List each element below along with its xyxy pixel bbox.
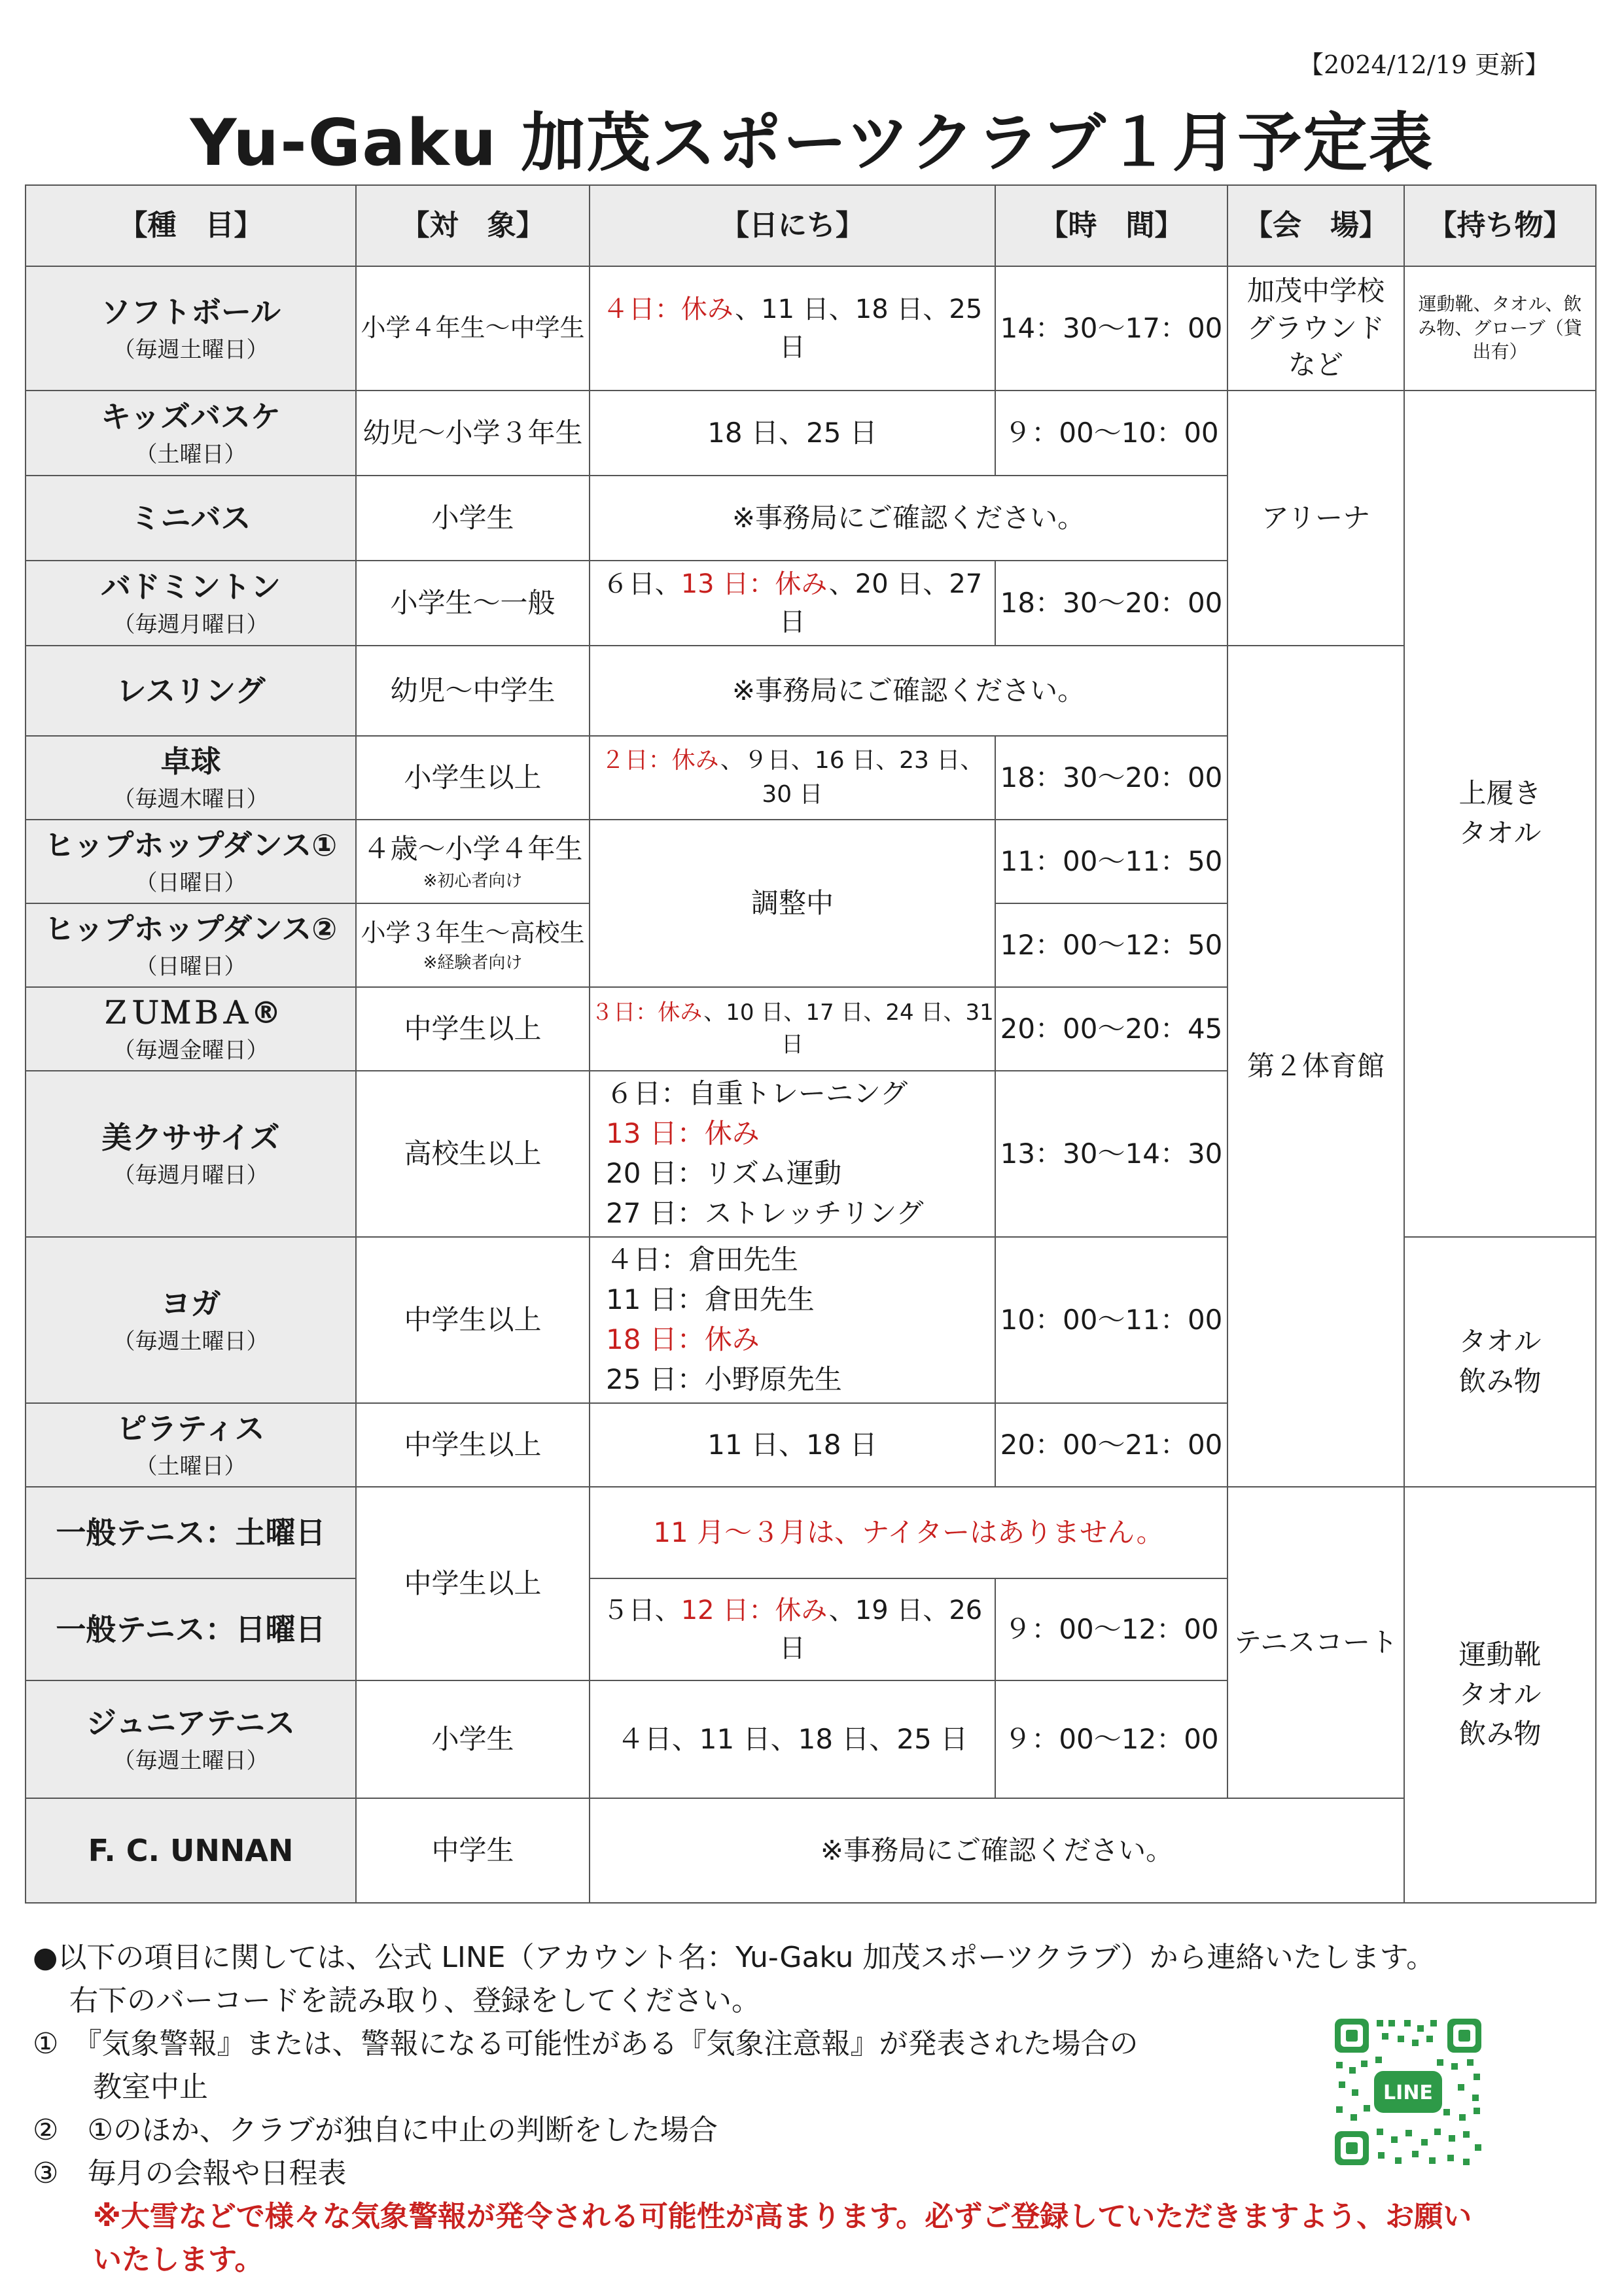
event-cell xyxy=(26,1071,356,1237)
event-cell xyxy=(26,1680,356,1798)
event-name: 美クササイズ xyxy=(101,1120,280,1155)
target-text: ４歳～小学４年生 xyxy=(362,832,583,865)
dates-cell xyxy=(590,1237,995,1403)
updated-date: 【2024/12/19 更新】 xyxy=(1299,50,1550,79)
dates-line: 20 日：リズム運動 xyxy=(606,1157,841,1189)
items-cell: タオル 飲み物 xyxy=(1404,1237,1596,1487)
target-cell: 中学生以上 xyxy=(356,1403,590,1487)
event-cell xyxy=(26,820,356,903)
event-cell xyxy=(26,561,356,646)
venue-cell: 加茂中学校グラウンドなど xyxy=(1227,266,1404,391)
notice-item-3: ③ 毎月の会報や日程表 xyxy=(33,2157,347,2190)
holiday-text: ４日：休み xyxy=(602,294,735,324)
event-name: 一般テニス：土曜日 xyxy=(56,1514,326,1550)
target-cell: 小学生 xyxy=(356,476,590,561)
target-cell xyxy=(356,820,590,903)
event-day: （日曜日） xyxy=(135,953,247,980)
holiday-text: 18 日：休み xyxy=(606,1323,760,1355)
header-dates: 【日にち】 xyxy=(590,185,995,266)
header-target: 【対 象】 xyxy=(356,185,590,266)
notice-instruction: 右下のバーコードを読み取り、登録をしてください。 xyxy=(69,1984,760,2017)
event-day: （毎週土曜日） xyxy=(113,1328,269,1355)
notice-item-1-cont: 教室中止 xyxy=(93,2070,208,2104)
dates-cell xyxy=(590,561,995,646)
items-cell: 運動靴、タオル、飲み物、グローブ（貸出有） xyxy=(1404,266,1596,391)
event-day: （毎週土曜日） xyxy=(113,1747,269,1774)
time-cell: 18：30～20：00 xyxy=(995,736,1227,820)
target-note: ※経験者向け xyxy=(423,952,523,973)
line-qr-code-icon[interactable] xyxy=(1332,2016,1484,2168)
target-note: ※初心者向け xyxy=(423,871,523,891)
dates-cell: ※事務局にご確認ください。 xyxy=(590,1798,1404,1903)
dates-line: ４日：倉田先生 xyxy=(606,1244,799,1276)
event-day: （土曜日） xyxy=(135,1453,247,1480)
dates-text: ５日、 xyxy=(602,1595,681,1626)
event-name: ヨガ xyxy=(160,1286,221,1321)
target-cell: 幼児～中学生 xyxy=(356,646,590,736)
dates-text: 、19 日、26 日 xyxy=(779,1595,983,1663)
event-cell xyxy=(26,646,356,736)
dates-text: 、20 日、27 日 xyxy=(779,569,983,637)
time-cell: 18：30～20：00 xyxy=(995,561,1227,646)
target-cell: 中学生以上 xyxy=(356,1237,590,1403)
dates-cell xyxy=(590,266,995,391)
header-row xyxy=(26,185,1596,266)
target-cell: 小学生～一般 xyxy=(356,561,590,646)
dates-cell xyxy=(590,1071,995,1237)
table-row xyxy=(26,266,1596,391)
dates-text: 、11 日、18 日、25 日 xyxy=(735,294,983,362)
dates-cell xyxy=(590,736,995,820)
target-cell: 高校生以上 xyxy=(356,1071,590,1237)
notice-item-1: ① 『気象警報』または、警報になる可能性がある『気象注意報』が発表された場合の xyxy=(33,2027,1139,2061)
event-cell xyxy=(26,1403,356,1487)
event-name: ピラティス xyxy=(116,1411,265,1446)
items-cell: 上履き タオル xyxy=(1404,391,1596,1237)
event-cell xyxy=(26,1798,356,1903)
target-text: 小学３年生～高校生 xyxy=(361,918,585,947)
holiday-text: ２日：休み xyxy=(601,746,720,774)
event-cell xyxy=(26,987,356,1071)
header-venue: 【会 場】 xyxy=(1227,185,1404,266)
dates-text: ６日、 xyxy=(602,569,681,599)
event-cell xyxy=(26,903,356,987)
event-day: （土曜日） xyxy=(135,441,247,468)
event-name: ＺＵＭＢＡ® xyxy=(100,995,281,1030)
notice-intro: ●以下の項目に関しては、公式 LINE（アカウント名：Yu-Gaku 加茂スポーツクラブ）から連絡いたします。 xyxy=(33,1941,1436,1974)
event-day: （毎週月曜日） xyxy=(113,611,269,638)
time-cell: 10：00～11：00 xyxy=(995,1237,1227,1403)
page-title: Yu-Gaku 加茂スポーツクラブ１月予定表 xyxy=(190,106,1434,181)
time-cell: ９：00～12：00 xyxy=(995,1680,1227,1798)
event-name: キッズバスケ xyxy=(100,399,281,434)
event-name: 一般テニス：日曜日 xyxy=(56,1611,326,1647)
target-cell xyxy=(356,903,590,987)
event-day: （毎週月曜日） xyxy=(113,1162,269,1189)
event-cell xyxy=(26,1578,356,1680)
time-cell: 20：00～20：45 xyxy=(995,987,1227,1071)
time-cell: 14：30～17：00 xyxy=(995,266,1227,391)
header-items: 【持ち物】 xyxy=(1404,185,1596,266)
event-cell xyxy=(26,1487,356,1578)
holiday-text: 13 日：休み xyxy=(680,569,829,599)
time-cell: 13：30～14：30 xyxy=(995,1071,1227,1237)
dates-cell: 11 日、18 日 xyxy=(590,1403,995,1487)
event-name: ミニバス xyxy=(130,500,251,536)
table-row xyxy=(26,391,1596,476)
dates-cell xyxy=(590,1578,995,1680)
venue-cell: 第２体育館 xyxy=(1227,646,1404,1487)
header-event: 【種 目】 xyxy=(26,185,356,266)
event-name: ヒップホップダンス① xyxy=(44,827,338,863)
event-day: （毎週金曜日） xyxy=(113,1037,269,1064)
schedule-table xyxy=(25,184,1597,1904)
event-name: レスリング xyxy=(116,672,266,708)
time-cell: 12：00～12：50 xyxy=(995,903,1227,987)
event-cell xyxy=(26,476,356,561)
warning-text-cont: いたします。 xyxy=(93,2243,264,2276)
table-row xyxy=(26,1487,1596,1578)
event-cell xyxy=(26,266,356,391)
time-cell: ９：00～10：00 xyxy=(995,391,1227,476)
holiday-text: 12 日：休み xyxy=(680,1595,829,1626)
event-name: F. C. UNNAN xyxy=(88,1832,294,1868)
target-cell: 小学４年生～中学生 xyxy=(356,266,590,391)
time-cell: 20：00～21：00 xyxy=(995,1403,1227,1487)
event-name: バドミントン xyxy=(100,569,281,604)
target-cell: 小学生以上 xyxy=(356,736,590,820)
table-row xyxy=(26,646,1596,736)
dates-line: 11 日：倉田先生 xyxy=(606,1283,815,1316)
target-cell: 中学生 xyxy=(356,1798,590,1903)
time-cell: 11：00～11：50 xyxy=(995,820,1227,903)
target-cell: 中学生以上 xyxy=(356,1487,590,1680)
table-row xyxy=(26,1798,1596,1903)
dates-cell xyxy=(590,987,995,1071)
event-day: （日曜日） xyxy=(135,869,247,896)
event-cell xyxy=(26,1237,356,1403)
event-name: 卓球 xyxy=(160,744,221,779)
qr-label: LINE xyxy=(1383,2081,1433,2104)
event-day: （毎週木曜日） xyxy=(113,786,269,812)
event-name: ソフトボール xyxy=(100,294,281,330)
dates-cell: ※事務局にご確認ください。 xyxy=(590,646,1227,736)
holiday-text: 13 日：休み xyxy=(606,1117,760,1150)
event-cell xyxy=(26,736,356,820)
event-day: （毎週土曜日） xyxy=(113,336,269,363)
event-cell xyxy=(26,391,356,476)
event-name: ジュニアテニス xyxy=(86,1705,296,1741)
notice-item-2: ② ①のほか、クラブが独自に中止の判断をした場合 xyxy=(33,2113,718,2147)
dates-cell: 調整中 xyxy=(590,820,995,987)
warning-text: ※大雪などで様々な気象警報が発令される可能性が高まります。必ずご登録していただきますよう、お願い xyxy=(93,2200,1472,2233)
items-cell: 運動靴 タオル 飲み物 xyxy=(1404,1487,1596,1903)
event-name: ヒップホップダンス② xyxy=(44,911,338,947)
dates-line: 27 日：ストレッチリング xyxy=(606,1196,924,1229)
dates-line: 25 日：小野原先生 xyxy=(606,1363,842,1395)
header-time: 【時 間】 xyxy=(995,185,1227,266)
dates-cell: ※事務局にご確認ください。 xyxy=(590,476,1227,561)
dates-cell: 18 日、25 日 xyxy=(590,391,995,476)
dates-line: ６日：自重トレーニング xyxy=(606,1077,908,1110)
dates-text: 、10 日、17 日、24 日、31 日 xyxy=(703,999,994,1058)
target-cell: 幼児～小学３年生 xyxy=(356,391,590,476)
holiday-text: ３日：休み xyxy=(591,999,704,1026)
target-cell: 小学生 xyxy=(356,1680,590,1798)
dates-cell: ４日、11 日、18 日、25 日 xyxy=(590,1680,995,1798)
time-cell: ９：00～12：00 xyxy=(995,1578,1227,1680)
dates-text: 、９日、16 日、23 日、30 日 xyxy=(720,746,984,808)
venue-cell: テニスコート xyxy=(1227,1487,1404,1798)
dates-cell: 11 月～３月は、ナイターはありません。 xyxy=(590,1487,1227,1578)
venue-cell: アリーナ xyxy=(1227,391,1404,646)
target-cell: 中学生以上 xyxy=(356,987,590,1071)
